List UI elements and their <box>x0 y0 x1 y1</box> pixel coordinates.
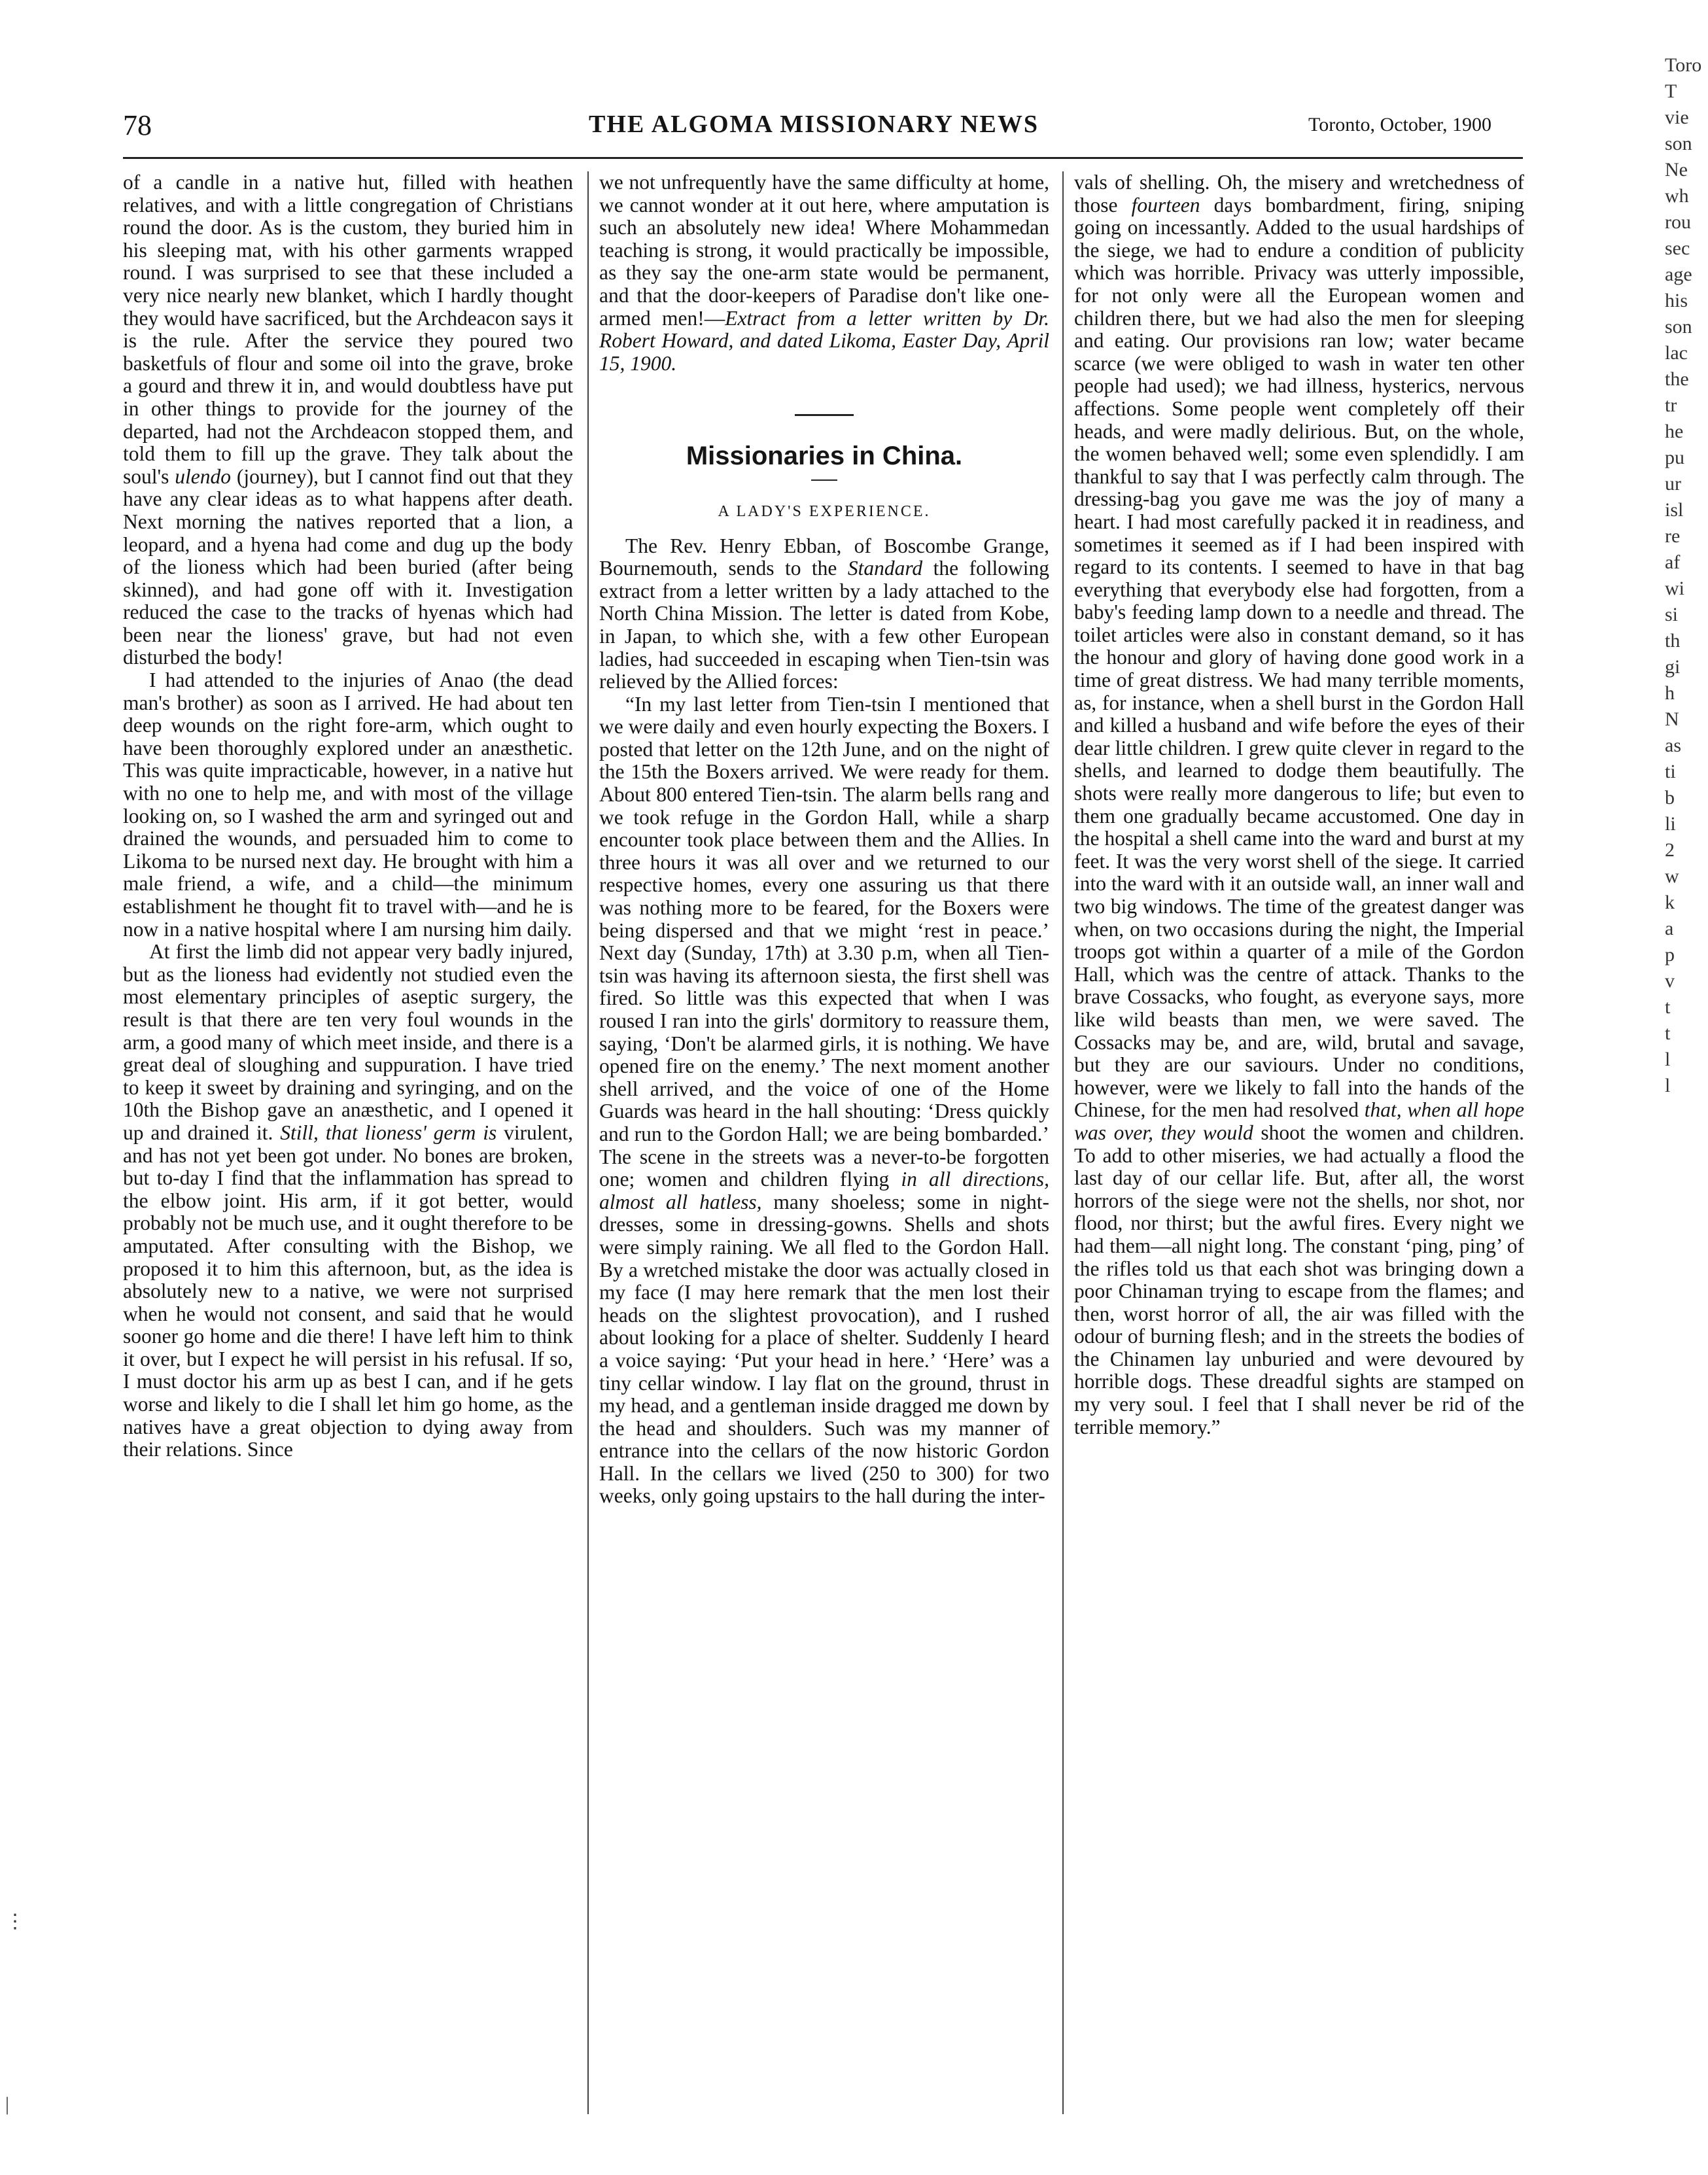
edge-fragment: tr <box>1665 394 1677 416</box>
edge-fragment: t <box>1665 996 1671 1018</box>
edge-fragment: age <box>1665 264 1692 285</box>
edge-fragment: v <box>1665 970 1675 992</box>
page-number: 78 <box>123 109 152 141</box>
edge-fragment: li <box>1665 813 1676 835</box>
section-divider <box>795 414 854 416</box>
paragraph <box>599 535 1049 693</box>
paragraph <box>599 171 1049 375</box>
column-2 <box>599 171 1049 1508</box>
column-1 <box>123 171 573 1461</box>
text-run: many shoeless; some in night-dresses, some in dressing-gowns. Shells and shots were simply raining. We all fled to the Gordon Hall. By a wretched mistake the door was actually closed in my face (I may here remark that the men lost their heads on the slightest provocation), and I rushed about looking for a place of shelter. Suddenly I heard a voice saying: ‘Put your head in here.’ ‘Here’ was a tiny cellar window. I lay flat on the ground, thrust in my head, and a gentleman inside dragged me down by the head and shoulders. Such was my manner of entrance into the cellars of the now historic Gordon Hall. In the cellars we lived (250 to 300) for two weeks, only going upstairs to the hall during the inter- <box>599 1190 1049 1508</box>
paragraph <box>1074 171 1524 1438</box>
paragraph <box>123 171 573 669</box>
text-run: (journey), but I cannot find out that they have any clear ideas as to what happens after death. Next morning the natives reported that a lion, a leopard, and a hyena had come and dug up the body of the lioness which had been buried (after being skinned), and had gone off with it. Investigation reduced the case to the tracks of hyenas which had been near the lioness' grave, but had not even disturbed the body! <box>123 464 573 669</box>
edge-fragment: lac <box>1665 342 1688 364</box>
header-rule <box>123 157 1523 159</box>
edge-fragment: af <box>1665 551 1681 573</box>
edge-fragment: wi <box>1665 578 1684 599</box>
article-subtitle: A LADY'S EXPERIENCE. <box>718 502 931 520</box>
edge-fragment: the <box>1665 368 1689 390</box>
italic-word: ulendo <box>175 464 232 488</box>
page-header <box>0 103 1531 149</box>
edge-fragment: as <box>1665 735 1681 756</box>
edge-fragment: th <box>1665 630 1681 652</box>
publication-title: THE ALGOMA MISSIONARY NEWS <box>589 111 1039 138</box>
edge-fragment: gi <box>1665 656 1681 678</box>
column-3 <box>1074 171 1524 1438</box>
edge-fragment: pu <box>1665 447 1684 468</box>
italic-phrase: Still, that lioness' germ is <box>280 1121 497 1144</box>
edge-fragment: his <box>1665 290 1688 311</box>
edge-fragment: t <box>1665 1022 1671 1044</box>
edge-fragment: h <box>1665 682 1675 704</box>
edge-fragment: ur <box>1665 473 1681 495</box>
text-run: virulent, and has not yet been got under. No bones are broken, but to-day I find that the inflammation has spread to the elbow joint. His arm, if it got better, would probably not be much use, and it ought therefore to be amputated. After consulting with the Bishop, we proposed it to him this afternoon, but, as the idea is absolutely new to a native, we were not surprised when he would not consent, and said that he would sooner go home and die there! I have left him to think it over, but I expect he will persist in his refusal. If so, I must doctor his arm up as best I can, and if he gets worse and likely to die I shall let him go home, as the natives have a great objection to dying away from their relations. Since <box>123 1121 573 1461</box>
text-run: the following extract from a letter written by a lady attached to the North China Mission. The letter is dated from Kobe, in Japan, to which she, with a few other European ladies, had succeeded in escaping when Tien-tsin was relieved by the Allied forces: <box>599 557 1049 693</box>
italic-word: fourteen <box>1131 193 1200 217</box>
edge-fragment: w <box>1665 865 1679 887</box>
edge-fragment: l <box>1665 1049 1671 1070</box>
edge-fragment: Toro <box>1665 54 1702 76</box>
edge-fragment: 2 <box>1665 839 1675 861</box>
edge-fragment: vie <box>1665 107 1689 128</box>
edge-fragment: son <box>1665 133 1692 154</box>
paragraph <box>123 941 573 1461</box>
edge-fragment: wh <box>1665 185 1689 207</box>
edge-fragment: l <box>1665 1075 1671 1096</box>
adjacent-page-edge <box>1665 52 1708 2146</box>
edge-fragment: isl <box>1665 499 1684 521</box>
edge-fragment: k <box>1665 892 1675 913</box>
edge-fragment: p <box>1665 944 1675 966</box>
edge-fragment: rou <box>1665 211 1691 233</box>
letter-attribution: Extract from a letter written by Dr. Robert Howard, and dated Likoma, Easter Day, April 15, 1900. <box>599 306 1049 375</box>
edge-fragment: son <box>1665 316 1692 338</box>
edge-fragment: b <box>1665 787 1675 809</box>
text-run: At first the limb did not appear very badly injured, but as the lioness had evidently not studied even the most elementary principles of aseptic surgery, the result is that there are ten very foul wounds in the arm, a good many of which meet inside, and there is a great deal of sloughing and suppuration. I have tried to keep it sweet by draining and syringing, and on the 10th the Bishop gave an anæsthetic, and I opened it up and drained it. <box>123 940 573 1144</box>
text-run: days bombardment, firing, sniping going on incessantly. Added to the usual hardships of the siege, we had to endure a condition of publicity which was horrible. Privacy was utterly impossible, for not only were all the European women and children there, but we had also the men for sleeping and eating. Our provisions ran low; water became scarce (we were obliged to wash in water ten other people had used); we had illness, hysterics, nervous affections. Some people went completely off their heads, and were madly delirious. But, on the whole, the women behaved well; some even splendidly. I am thankful to say that I was perfectly calm through. The dressing-bag you gave me was the joy of many a heart. I had most carefully packed it in readiness, and sometimes it seemed as if I had been inspired with regard to its contents. I seemed to have in that bag everything that everybody else had forgotten, from a baby's feeding lamp down to a needle and thread. The toilet articles were also in constant demand, so it has the honour and glory of having done good work in a time of great distress. We had many terrible moments, as, for instance, when a shell burst in the Gordon Hall and killed a husband and wife before the eyes of their dear little children. I grew quite clever in regard to the shells, and learned to dodge them beautifully. The shots were really more dangerous to life; but even to them one gradually became accustomed. One day in the hospital a shell came into the ward and burst at my feet. It was the very worst shell of the siege. It carried into the ward with it an outside wall, an inner wall and two big windows. The time of the greatest danger was when, on two occasions during the night, the Imperial troops got within a quarter of a mile of the Gordon Hall, which was the centre of attack. Thanks to the brave Cossacks, who fought, as everyone says, more like wild beasts than men, we were saved. The Cossacks may be, and are, wild, brutal and savage, but they are our saviours. Under no conditions, however, were we likely to fall into the hands of the Chinese, for the men had resolved <box>1074 193 1524 1122</box>
edge-fragment: a <box>1665 918 1674 939</box>
text-run: “In my last letter from Tien-tsin I mentioned that we were daily and even hourly expecting the Boxers. I posted that letter on the 12th June, and on the night of the 15th the Boxers arrived. We were ready for them. About 800 entered Tien-tsin. The alarm bells rang and we took refuge in the Gordon Hall, while a sharp encounter took place between them and the Allies. In three hours it was all over and we returned to our respective homes, every one assuring us that there was nothing more to be feared, for the Boxers were being dispersed and that we might ‘rest in peace.’ Next day (Sunday, 17th) at 3.30 p.m, when all Tien-tsin was having its afternoon siesta, the first shell was fired. So little was this expected that when I was roused I ran into the girls' dormitory to reassure them, saying, ‘Don't be alarmed girls, it is nothing. We have opened fire on the enemy.’ The next moment another shell arrived, and the voice of one of the Home Guards was heard in the hall shouting: ‘Dress quickly and run to the Gordon Hall; we are being bombarded.’ The scene in the streets was a never-to-be forgotten one; women and children flying <box>599 692 1049 1191</box>
margin-mark: ⋮ <box>5 1911 25 1932</box>
newspaper-name: Standard <box>847 557 923 580</box>
edge-fragment: si <box>1665 604 1679 625</box>
edge-fragment: Ne <box>1665 159 1688 181</box>
text-run: vals of shelling. Oh, the misery and wretchedness of those <box>1074 171 1524 217</box>
edge-fragment: re <box>1665 525 1681 547</box>
column-divider <box>1062 171 1064 2114</box>
edge-fragment: he <box>1665 421 1684 442</box>
italic-phrase: that, when all hope was over, they would <box>1074 1098 1525 1144</box>
margin-mark: | <box>5 2093 10 2115</box>
article-title: Missionaries in China. <box>686 442 963 471</box>
edge-fragment: sec <box>1665 237 1690 259</box>
paragraph <box>599 693 1049 1508</box>
text-run: shoot the women and children. To add to other miseries, we had actually a flood the last day of our cellar life. But, after all, the worst horrors of the siege were not the shells, nor shot, nor flood, nor thirst; but the awful fires. Every night we had them—all night long. The constant ‘ping, ping’ of the rifles told us that each shot was bringing down a poor Chinaman trying to escape from the flames; and then, worst horror of all, the air was filled with the odour of burning flesh; and in the streets the bodies of the Chinamen lay unburied and were devoured by horrible dogs. These dreadful sights are stamped on my very soul. I feel that I shall never be rid of the terrible memory.” <box>1074 1121 1524 1438</box>
text-run: of a candle in a native hut, filled with heathen relatives, and with a little congregation of Christians round the door. As is the custom, they buried him in his sleeping mat, with his other garments wrapped round. I was surprised to see that these included a very nice nearly new blanket, which I hardly thought they would have sacrificed, but the Archdeacon says it is the rule. After the service they poured two basketfuls of flour and some oil into the grave, broke a gourd and threw it in, and would doubtless have put in other things to provide for the journey of the departed, had not the Archdeacon stopped them, and told them to fill up the grave. They talk about the soul's <box>123 171 573 488</box>
text-run: we not unfrequently have the same difficulty at home, we cannot wonder at it out here, where amputation is such an absolutely new idea! Where Mohammedan teaching is strong, it would practically be impossible, as they say the one-arm state would be permanent, and that the door-keepers of Paradise don't like one-armed men!— <box>599 171 1049 330</box>
text-run: The Rev. Henry Ebban, of Boscombe Grange, Bournemouth, sends to the <box>599 534 1049 580</box>
title-rule <box>811 479 837 481</box>
paragraph: I had attended to the injuries of Anao (the dead man's brother) as soon as I arrived. He had about ten deep wounds on the right fore-arm, which ought to have been thoroughly explored under an anæsthetic. This was quite impracticable, however, in a native hut with no one to help me, and with most of the village looking on, so I washed the arm and syringed out and drained the wounds, and persuaded him to come to Likoma to be nursed next day. He brought with him a male friend, a wife, and a child—the minimum establishment he thought fit to travel with—and he is now in a native hospital where I am nursing him daily. <box>123 669 573 941</box>
column-divider <box>587 171 589 2114</box>
edge-fragment: N <box>1665 708 1679 730</box>
issue-date: Toronto, October, 1900 <box>1308 114 1491 135</box>
italic-phrase: in all directions, almost all hatless, <box>599 1168 1049 1213</box>
edge-fragment: T <box>1665 80 1677 102</box>
edge-fragment: ti <box>1665 761 1676 782</box>
